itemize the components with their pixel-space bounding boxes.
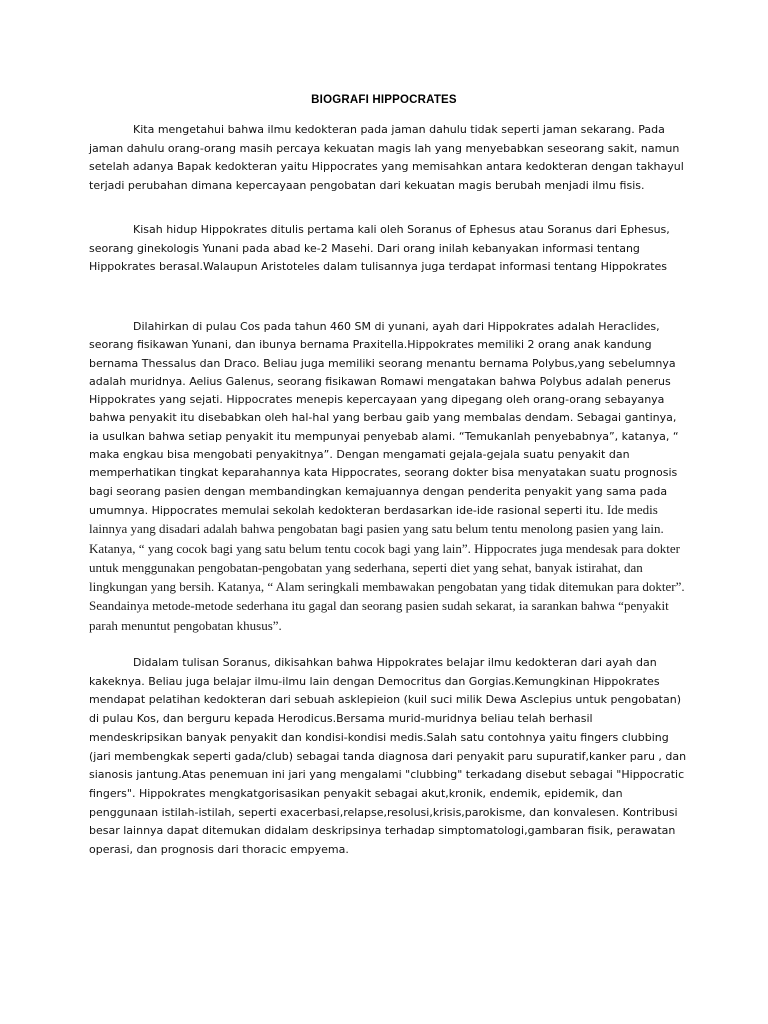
paragraph-birth-and-teachings [89, 318, 689, 636]
paragraph-soranus-source: Kisah hidup Hippokrates ditulis pertama kali oleh Soranus of Ephesus atau Soranus dari Ephesus, seorang ginekologis Yunani pada abad ke-2 Masehi. Dari orang inilah kebanyakan informasi tentang Hippokrates berasal.Walaupun Aristoteles dalam tulisannya juga terdapat informasi tentang Hippokrates [89, 223, 670, 274]
paragraph-education-and-contributions: Didalam tulisan Soranus, dikisahkan bahwa Hippokrates belajar ilmu kedokteran dari ayah dan kakeknya. Beliau juga belajar ilmu-ilmu lain dengan Democritus dan Gorgias.Kemungkinan Hippokrates mendapat pelatihan kedokteran dari sebuah asklepieion (kuil suci milik Dewa Asclepius untuk pengobatan) di pulau Kos, dan berguru kepada Herodicus.Bersama murid-muridnya beliau telah berhasil mendeskripsikan banyak penyakit dan kondisi-kondisi medis.Salah satu contohnya yaitu fingers clubbing (jari membengkak seperti gada/club) sebagai tanda diagnosa dari penyakit paru supuratif,kanker paru , dan sianosis jantung.Atas penemuan ini jari yang mengalami "clubbing" terkadang disebut sebagai "Hippocratic fingers". Hippokrates mengkatgorisasikan penyakit sebagai akut,kronik, endemik, epidemik, dan penggunaan istilah-istilah, seperti exacerbasi,relapse,resolusi,krisis,parokisme, dan konvalesen. Kontribusi besar lainnya dapat ditemukan didalam deskripsinya terhadap simptomatologi,gambaran fisik, perawatan operasi, dan prognosis dari thoracic empyema. [89, 656, 687, 857]
paragraph-birth-serif-segment: Ide medis lainnya yang disadari adalah bahwa pengobatan bagi pasien yang satu belum tentu menolong pasien yang lain. Katanya, “ yang cocok bagi yang satu belum tentu cocok bagi yang lain”. Hippocrates juga mendesak para dokter untuk menggunakan pengobatan-pengobatan yang sederhana, seperti diet yang sehat, banyak istirahat, dan lingkungan yang bersih. Katanya, “ Alam seringkali membawakan pengobatan yang tidak ditemukan para dokter”. Seandainya metode-metode sederhana itu gagal dan seorang pasien sudah sekarat, ia sarankan bahwa “penyakit parah menuntut pengobatan khusus”. [89, 501, 685, 633]
paragraph-intro: Kita mengetahui bahwa ilmu kedokteran pada jaman dahulu tidak seperti jaman sekarang. Pada jaman dahulu orang-orang masih percaya kekuatan magis lah yang menyebabkan seseorang sakit, namun setelah adanya Bapak kedokteran yaitu Hippocrates yang memisahkan antara kedokteran dengan takhayul terjadi perubahan dimana kepercayaan pengobatan dari kekuatan magis berubah menjadi ilmu fisis. [89, 123, 684, 192]
document-title: BIOGRAFI HIPPOCRATES [311, 94, 457, 106]
paragraph-birth-sans-segment: Dilahirkan di pulau Cos pada tahun 460 SM di yunani, ayah dari Hippokrates adalah Heraclides, seorang fisikawan Yunani, dan ibunya bernama Praxitella.Hippokrates memiliki 2 orang anak kandung bernama Thessalus dan Draco. Beliau juga memiliki seorang menantu bernama Polybus,yang sebelumnya adalah muridnya. Aelius Galenus, seorang fisikawan Romawi mengatakan bahwa Polybus adalah penerus Hippokrates yang sejati. Hippocrates menepis kepercayaan yang dipegang oleh orang-orang sebayanya bahwa penyakit itu disebabkan oleh hal-hal yang berbau gaib yang membalas dendam. Sebagai gantinya, ia usulkan bahwa setiap penyakit itu mempunyai penyebab alami. “Temukanlah penyebabnya”, katanya, “ maka engkau bisa mengobati penyakitnya”. Dengan mengamati gejala-gejala suatu penyakit dan memperhatikan tingkat keparahannya kata Hippocrates, seorang dokter bisa menyatakan suatu prognosis bagi seorang pasien dengan membandingkan kemajuannya dengan penderita penyakit yang sama pada umumnya. Hippocrates memulai sekolah kedokteran berdasarkan ide-ide rasional seperti itu. [89, 320, 679, 517]
